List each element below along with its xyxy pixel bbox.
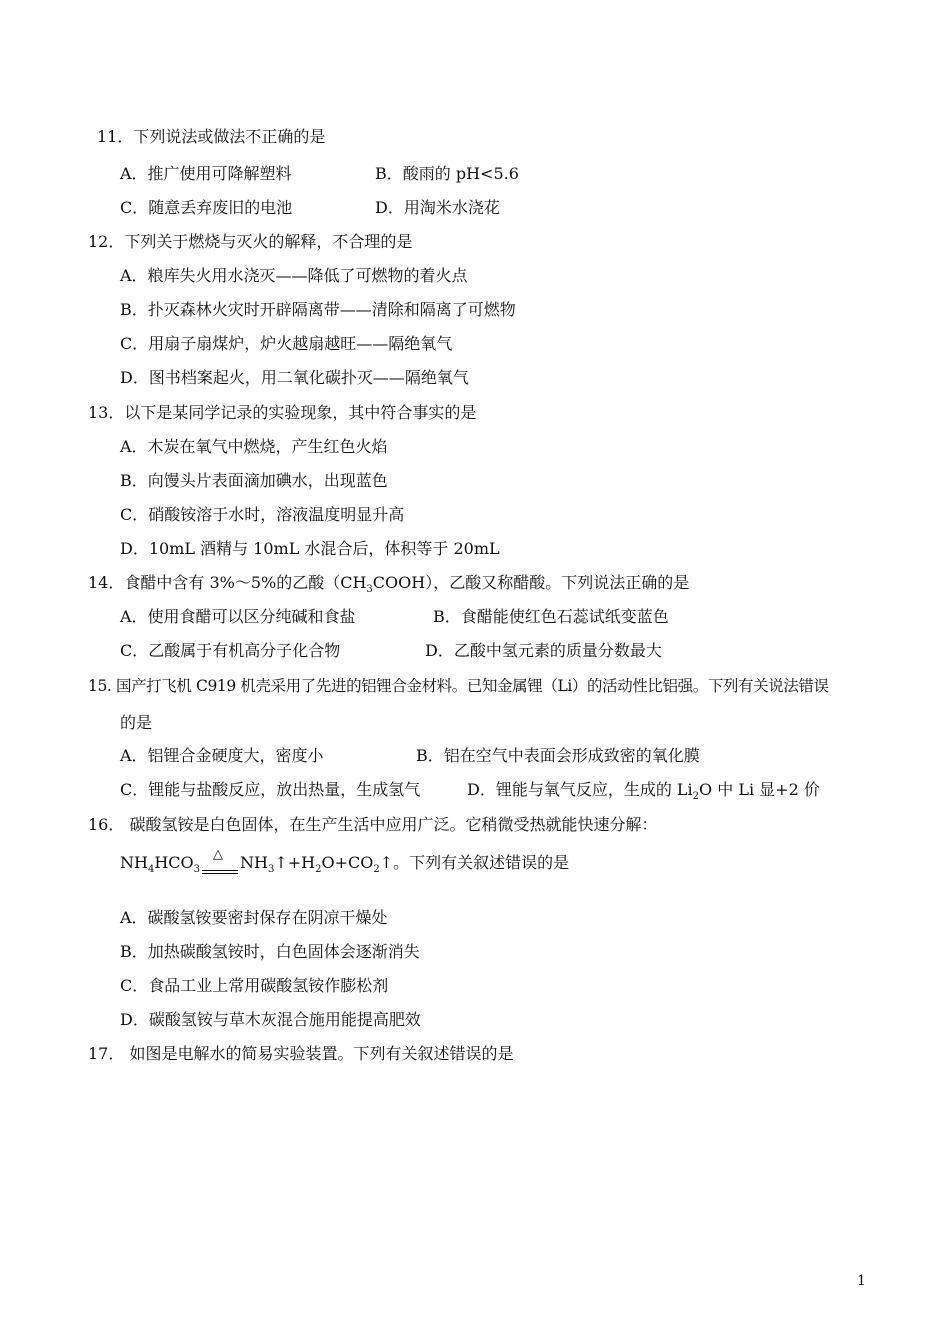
page-number: 1: [857, 1273, 866, 1289]
reaction-heat-arrow: [200, 847, 240, 873]
q15-option-c: C．锂能与盐酸反应，放出热量，生成氢气: [120, 780, 421, 799]
q16-option-a: A．碳酸氢铵要密封保存在阴凉干燥处: [120, 908, 388, 927]
q15-stem-continued: 的是: [120, 713, 153, 732]
q12-option-a: A．粮库失火用水浇灭——降低了可燃物的着火点: [120, 266, 468, 285]
q11-option-c: C．随意丢弃废旧的电池: [120, 198, 293, 217]
delta-heat-symbol: △: [213, 847, 224, 862]
q12-option-d: D．图书档案起火，用二氧化碳扑灭——隔绝氧气: [120, 368, 469, 387]
q13-option-b: B．向馒头片表面滴加碘水，出现蓝色: [120, 471, 388, 490]
q16-equation: $NH_4HCO_3$ △ $NH_3↑+H_2O+CO_2↑$。下列有关叙述错误的是: [120, 847, 570, 876]
equation-double-line-bottom: [202, 873, 238, 874]
q14-option-b: B．食醋能使红色石蕊试纸变蓝色: [433, 607, 669, 626]
q13-stem: 13．以下是某同学记录的实验现象，其中符合事实的是: [88, 403, 477, 422]
q11-option-d: D．用淘米水浇花: [375, 198, 500, 217]
q14-option-d: D．乙酸中氢元素的质量分数最大: [425, 641, 662, 660]
q15-option-d: D．锂能与氧气反应，生成的 $Li_2O$ 中 Li 显+2 价: [467, 780, 820, 803]
q15-stem: 15. 国产打飞机 C919 机壳采用了先进的铝锂合金材料。已知金属锂（Li）的活动性比铝强。下列有关说法错误: [88, 677, 829, 695]
q12-option-b: B．扑灭森林火灾时开辟隔离带——清除和隔离了可燃物: [120, 300, 516, 319]
equation-double-line-top: [202, 870, 238, 871]
q16-option-c: C．食品工业上常用碳酸氢铵作膨松剂: [120, 976, 389, 995]
q12-stem: 12．下列关于燃烧与灭火的解释，不合理的是: [88, 232, 413, 251]
q16-option-b: B．加热碳酸氢铵时，白色固体会逐渐消失: [120, 942, 420, 961]
q16-option-d: D．碳酸氢铵与草木灰混合施用能提高肥效: [120, 1010, 421, 1029]
q13-option-a: A．木炭在氧气中燃烧，产生红色火焰: [120, 437, 388, 456]
q14-option-c: C．乙酸属于有机高分子化合物: [120, 641, 341, 660]
q11-option-b: B．酸雨的 pH<5.6: [375, 164, 519, 183]
q14-option-a: A．使用食醋可以区分纯碱和食盐: [120, 607, 356, 626]
q16-stem: 16． 碳酸氢铵是白色固体，在生产生活中应用广泛。它稍微受热就能快速分解：: [88, 815, 658, 834]
q15-option-b: B．铝在空气中表面会形成致密的氧化膜: [416, 746, 700, 765]
q11-stem: 11．下列说法或做法不正确的是: [97, 127, 326, 146]
q13-option-c: C．硝酸铵溶于水时，溶液温度明显升高: [120, 505, 405, 524]
q17-stem: 17． 如图是电解水的简易实验装置。下列有关叙述错误的是: [88, 1044, 514, 1063]
q11-option-a: A．推广使用可降解塑料: [120, 164, 292, 183]
q13-option-d: D．10mL 酒精与 10mL 水混合后，体积等于 20mL: [120, 539, 500, 558]
q14-stem: 14．食醋中含有 3%～5%的乙酸$(CH_3COOH)$，乙酸又称醋酸。下列说法正确的是: [88, 573, 690, 596]
q12-option-c: C．用扇子扇煤炉，炉火越扇越旺——隔绝氧气: [120, 334, 453, 353]
q15-option-a: A．铝锂合金硬度大，密度小: [120, 746, 324, 765]
